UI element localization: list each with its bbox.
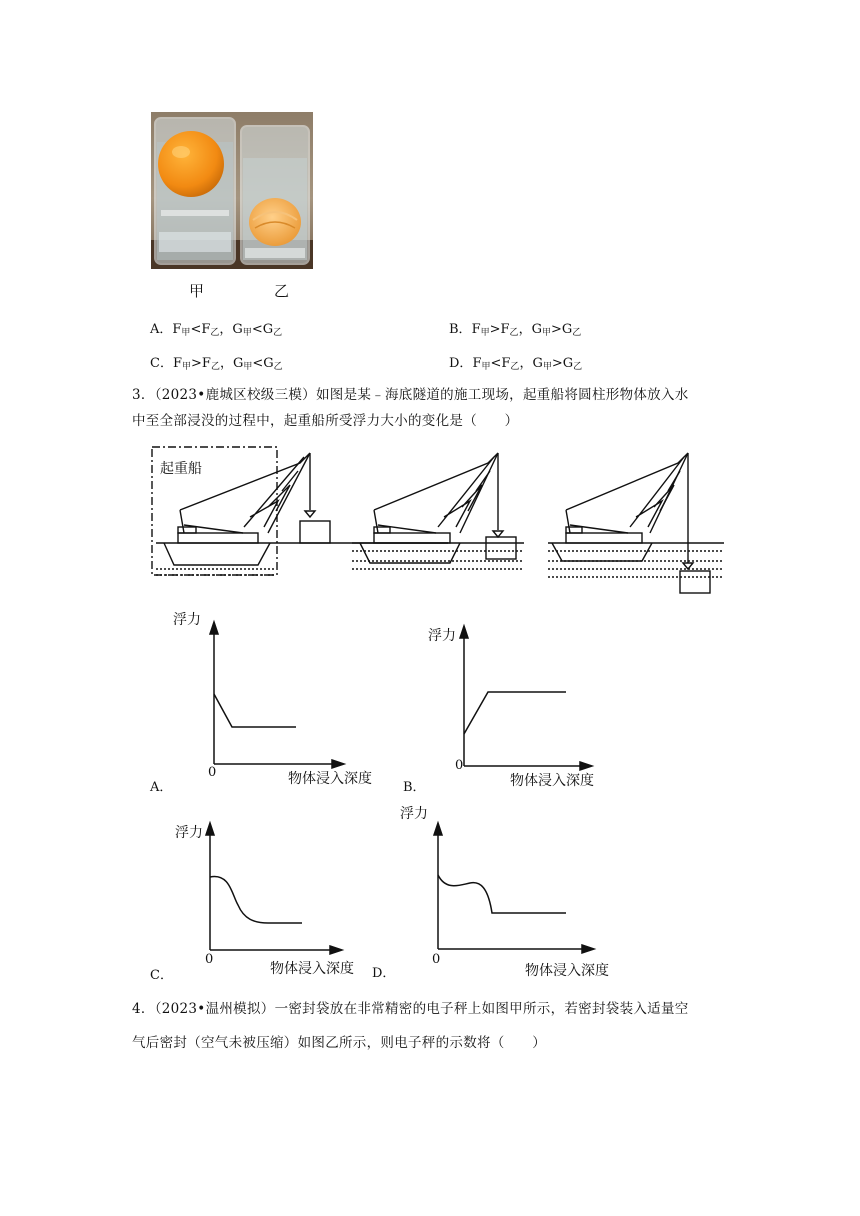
graph-b-xlabel: 物体浸入深度 bbox=[510, 773, 594, 789]
graph-a-ylabel: 浮力 bbox=[173, 612, 201, 628]
question-text-line2: 气后密封（空气未被压缩）如图乙所示，则电子秤的示数将（ ） bbox=[132, 1035, 546, 1051]
orange-photo bbox=[151, 112, 313, 269]
question-source: （2023•鹿城区校级三模） bbox=[154, 387, 316, 403]
graph-a-option: A． bbox=[150, 780, 173, 795]
option-letter: D． bbox=[449, 356, 473, 371]
graph-b-option: B． bbox=[403, 780, 426, 795]
question-4 bbox=[132, 992, 732, 1060]
graph-c-xlabel: 物体浸入深度 bbox=[270, 961, 354, 977]
question-number: 4． bbox=[132, 1001, 155, 1017]
graph-d-xlabel: 物体浸入深度 bbox=[525, 963, 609, 979]
graph-d-option: D． bbox=[372, 966, 396, 981]
question-text-line1: 一密封袋放在非常精密的电子秤上如图甲所示，若密封袋装入适量空 bbox=[274, 1001, 689, 1017]
q2-option-d[interactable]: D．$F_甲<F_乙$，$G_甲>G_乙$ bbox=[449, 356, 583, 372]
question-source: （2023•温州模拟） bbox=[154, 1001, 275, 1017]
graph-b-origin: 0 bbox=[455, 758, 464, 773]
crane-3 bbox=[548, 453, 724, 593]
question-text-line2: 中至全部浸没的过程中，起重船所受浮力大小的变化是（ ） bbox=[132, 413, 519, 429]
question-number: 3． bbox=[132, 387, 155, 403]
graph-d-origin: 0 bbox=[432, 952, 441, 967]
crane-label: 起重船 bbox=[160, 461, 202, 477]
graph-d-svg bbox=[380, 815, 630, 980]
option-letter: A． bbox=[150, 322, 173, 337]
graph-d-ylabel: 浮力 bbox=[400, 806, 428, 822]
orange-photo-image bbox=[151, 112, 313, 269]
photo-label-left: 甲 bbox=[189, 282, 205, 300]
q2-option-c[interactable]: C．$F_甲>F_乙$，$G_甲<G_乙$ bbox=[150, 356, 283, 372]
graph-c-option: C． bbox=[150, 968, 173, 983]
crane-diagram-svg bbox=[148, 445, 728, 595]
graph-c-origin: 0 bbox=[205, 952, 214, 967]
photo-label-right: 乙 bbox=[274, 282, 290, 300]
option-letter: C． bbox=[150, 356, 173, 371]
question-text-line1: 如图是某﹣海底隧道的施工现场，起重船将圆柱形物体放入水 bbox=[315, 387, 689, 403]
graph-a[interactable] bbox=[150, 612, 400, 792]
graph-c-ylabel: 浮力 bbox=[175, 825, 203, 841]
graph-d[interactable] bbox=[380, 815, 630, 980]
graph-a-origin: 0 bbox=[208, 765, 217, 780]
crane-2 bbox=[352, 453, 524, 569]
q2-option-b[interactable]: B．$F_甲>F_乙$，$G_甲>G_乙$ bbox=[449, 322, 582, 338]
graph-a-xlabel: 物体浸入深度 bbox=[288, 771, 372, 787]
option-letter: B． bbox=[449, 322, 472, 337]
graph-a-svg bbox=[150, 612, 400, 792]
question-3 bbox=[132, 382, 732, 434]
graph-b-ylabel: 浮力 bbox=[428, 628, 456, 644]
q2-option-a[interactable]: A．$F_甲<F_乙$，$G_甲<G_乙$ bbox=[150, 322, 283, 338]
crane-diagram bbox=[148, 445, 728, 595]
